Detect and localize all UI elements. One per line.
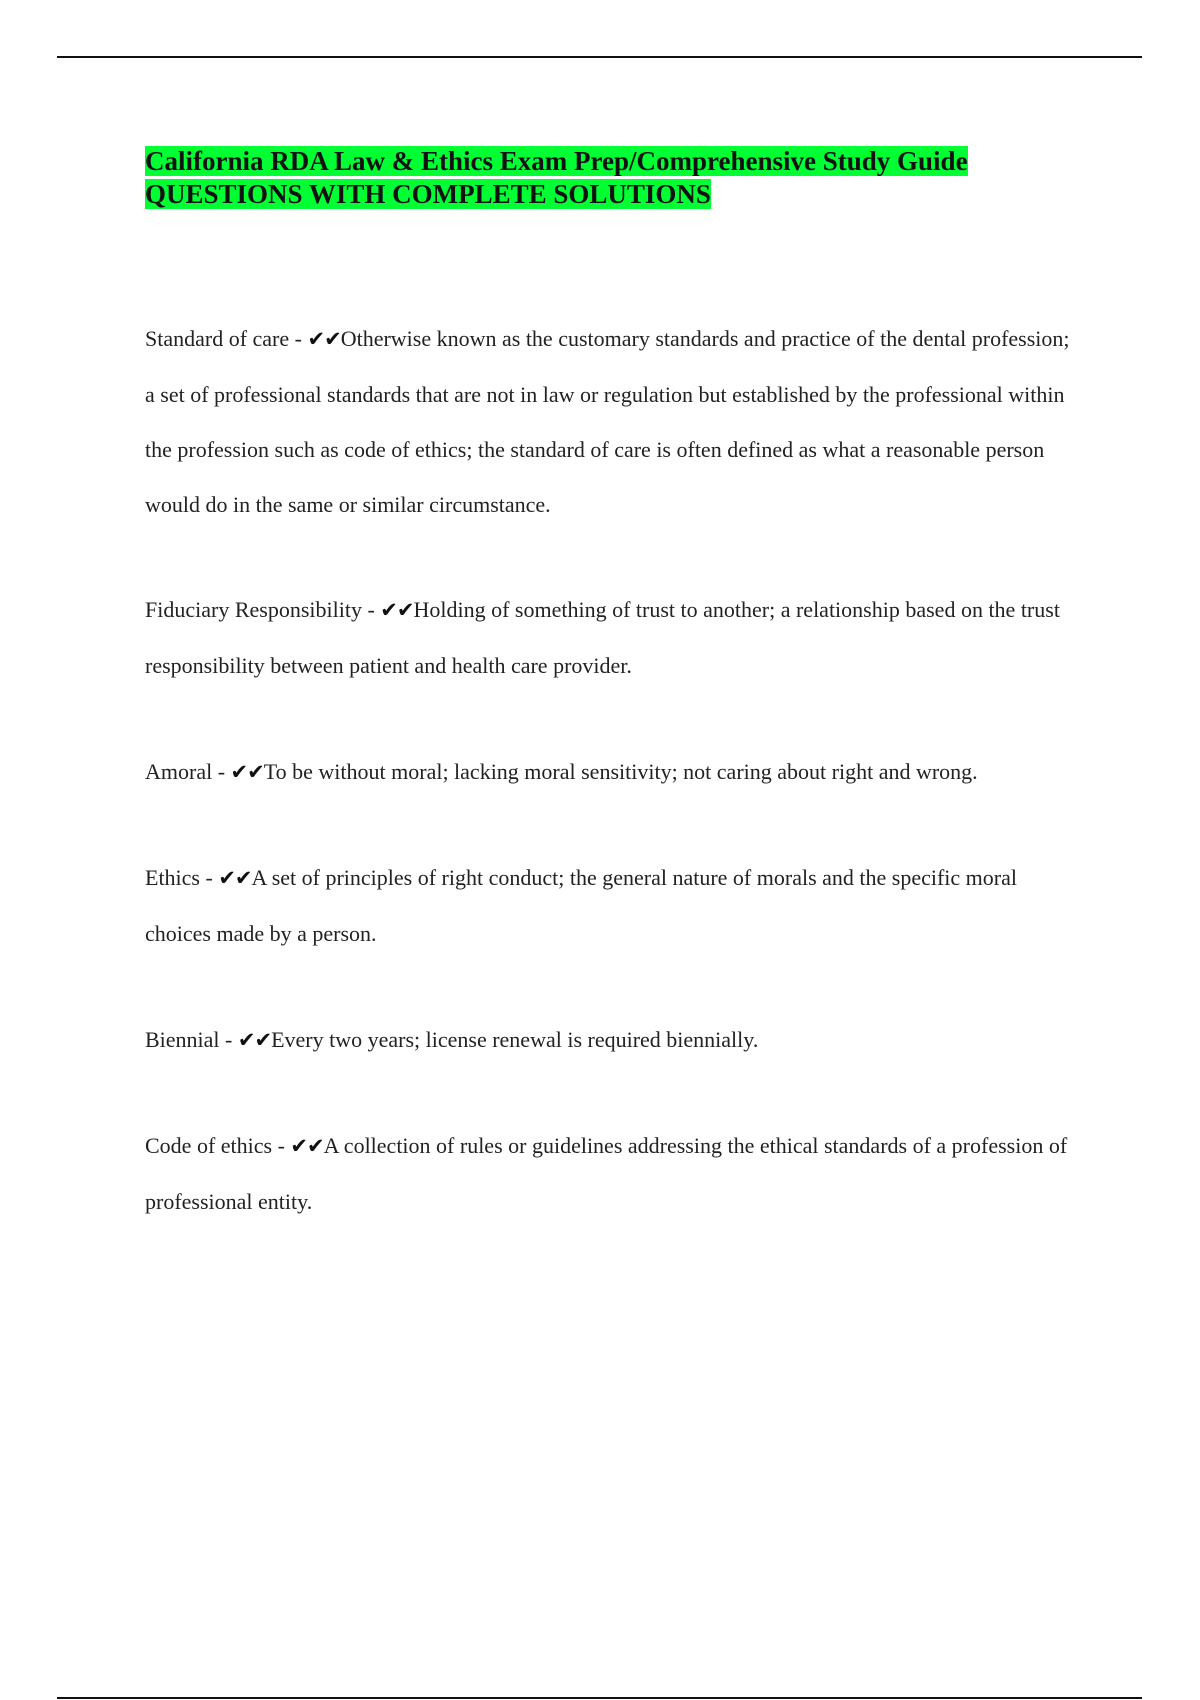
- definition-entry: [145, 311, 1080, 532]
- definition-list: [145, 311, 1080, 1230]
- double-check-icon: ✔✔: [307, 327, 341, 351]
- entry-term: Amoral: [145, 759, 213, 784]
- bottom-rule: [57, 1697, 1142, 1699]
- entry-term: Code of ethics: [145, 1133, 273, 1158]
- entry-separator: -: [361, 597, 381, 622]
- double-check-icon: ✔✔: [218, 866, 252, 890]
- top-rule: [57, 56, 1142, 58]
- entry-separator: -: [219, 1027, 238, 1052]
- double-check-icon: ✔✔: [237, 1028, 272, 1052]
- entry-definition: Otherwise known as the customary standards and practice of the dental profession; a set of professional standards that are not in law or regulation but established by the professional within the profession such as code of ethics; the standard of care is often defined as what a reasonable person would do in the same or similar circumstance.: [145, 326, 1070, 517]
- double-check-icon: ✔✔: [380, 598, 414, 622]
- definition-entry: [145, 744, 1080, 800]
- entry-term: Biennial: [145, 1027, 220, 1052]
- entry-definition: Every two years; license renewal is required biennially.: [271, 1027, 759, 1052]
- entry-separator: -: [200, 865, 219, 890]
- definition-entry: [145, 1118, 1080, 1230]
- entry-term: Fiduciary Responsibility: [145, 597, 362, 622]
- entry-term: Standard of care: [145, 326, 290, 351]
- double-check-icon: ✔✔: [290, 1134, 324, 1158]
- definition-entry: [145, 582, 1080, 694]
- double-check-icon: ✔✔: [230, 760, 264, 784]
- title-line-2: QUESTIONS WITH COMPLETE SOLUTIONS: [145, 179, 711, 209]
- definition-entry: [145, 1012, 1080, 1068]
- entry-separator: -: [272, 1133, 291, 1158]
- entry-term: Ethics: [145, 865, 200, 890]
- entry-definition: Holding of something of trust to another; a relationship based on the trust responsibility between patient and health care provider.: [145, 597, 1060, 678]
- entry-separator: -: [212, 759, 231, 784]
- document-title: [145, 145, 1105, 211]
- entry-definition: A collection of rules or guidelines addressing the ethical standards of a profession of professional entity.: [145, 1133, 1068, 1214]
- definition-entry: [145, 850, 1080, 962]
- entry-definition: To be without moral; lacking moral sensitivity; not caring about right and wrong.: [263, 759, 978, 784]
- entry-definition: A set of principles of right conduct; the general nature of morals and the specific moral choices made by a person.: [145, 865, 1017, 946]
- entry-separator: -: [289, 326, 308, 351]
- title-line-1: California RDA Law & Ethics Exam Prep/Comprehensive Study Guide: [145, 146, 968, 176]
